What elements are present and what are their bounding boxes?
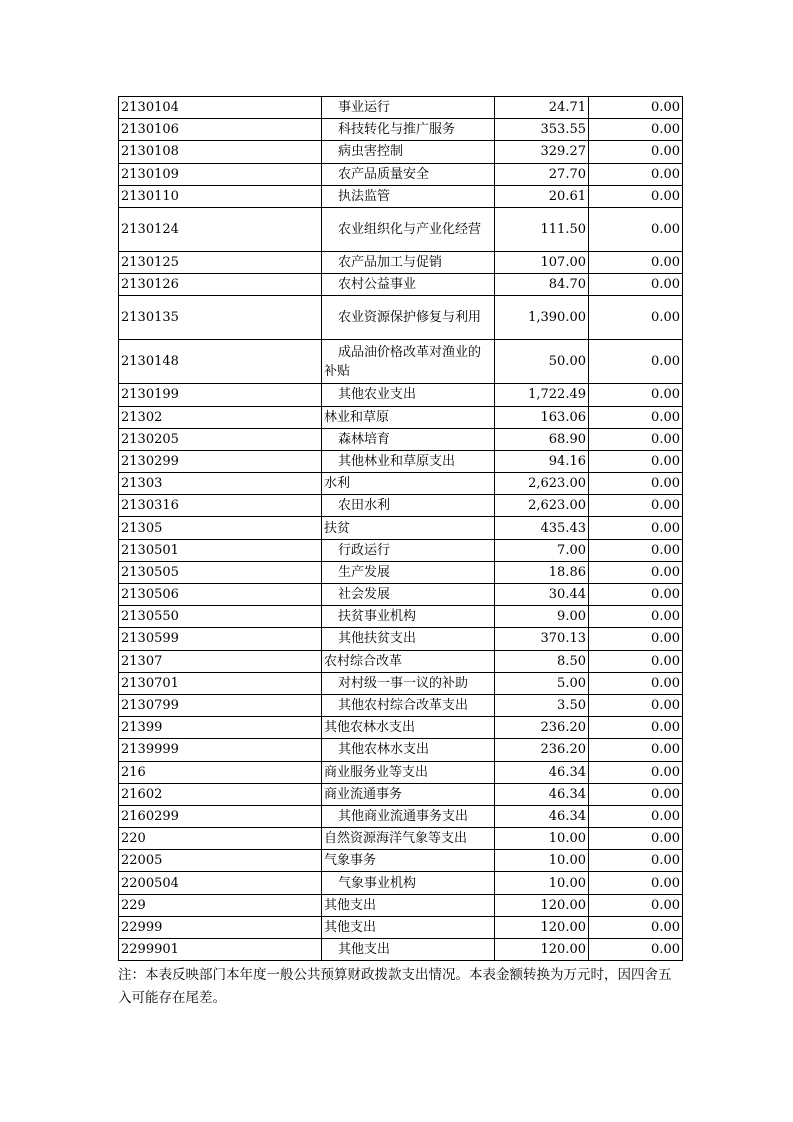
subject-code-cell: 2130148 — [119, 340, 322, 384]
subject-name-cell — [322, 606, 495, 628]
amount-cell: 1,722.49 — [495, 384, 589, 406]
subject-code-cell: 2130599 — [119, 628, 322, 650]
second-amount-cell: 0.00 — [589, 783, 683, 805]
subject-code-cell: 2130106 — [119, 119, 322, 141]
subject-name-cell — [322, 495, 495, 517]
subject-name-cell — [322, 274, 495, 296]
subject-name: 事业运行 — [338, 100, 391, 116]
table-row — [119, 561, 683, 583]
subject-name-cell — [322, 406, 495, 428]
subject-name: 其他农林水支出 — [324, 720, 416, 736]
second-amount-cell: 0.00 — [589, 406, 683, 428]
amount-cell: 120.00 — [495, 939, 589, 961]
subject-code-cell: 2130124 — [119, 207, 322, 251]
second-amount-cell: 0.00 — [589, 539, 683, 561]
second-amount-cell: 0.00 — [589, 296, 683, 340]
subject-code-cell: 21305 — [119, 517, 322, 539]
subject-name-cell — [322, 805, 495, 827]
second-amount-cell: 0.00 — [589, 384, 683, 406]
table-row — [119, 694, 683, 716]
subject-name: 其他支出 — [324, 919, 377, 935]
amount-cell: 435.43 — [495, 517, 589, 539]
amount-cell: 84.70 — [495, 274, 589, 296]
subject-name: 扶贫 — [324, 520, 351, 536]
second-amount-cell: 0.00 — [589, 428, 683, 450]
subject-name: 水利 — [324, 476, 351, 492]
subject-name-cell — [322, 473, 495, 495]
table-row — [119, 141, 683, 163]
subject-name-cell — [322, 517, 495, 539]
subject-name: 对村级一事一议的补助 — [338, 675, 469, 691]
subject-code-cell: 21602 — [119, 783, 322, 805]
subject-code-cell: 2130109 — [119, 163, 322, 185]
subject-name-cell — [322, 296, 495, 340]
amount-cell: 10.00 — [495, 850, 589, 872]
amount-cell: 111.50 — [495, 207, 589, 251]
table-row — [119, 119, 683, 141]
second-amount-cell: 0.00 — [589, 274, 683, 296]
subject-name: 成品油价格改革对渔业的补贴 — [324, 344, 482, 379]
second-amount-cell: 0.00 — [589, 185, 683, 207]
table-row — [119, 495, 683, 517]
amount-cell: 46.34 — [495, 761, 589, 783]
table-row — [119, 805, 683, 827]
subject-code-cell: 2130135 — [119, 296, 322, 340]
second-amount-cell: 0.00 — [589, 207, 683, 251]
subject-code-cell: 21307 — [119, 650, 322, 672]
subject-code-cell: 2139999 — [119, 739, 322, 761]
amount-cell: 7.00 — [495, 539, 589, 561]
subject-code-cell: 229 — [119, 894, 322, 916]
second-amount-cell: 0.00 — [589, 628, 683, 650]
subject-name-cell — [322, 450, 495, 472]
subject-name-cell — [322, 850, 495, 872]
subject-name-cell — [322, 872, 495, 894]
amount-cell: 370.13 — [495, 628, 589, 650]
amount-cell: 10.00 — [495, 872, 589, 894]
subject-name: 其他农林水支出 — [338, 742, 430, 758]
footnote: 注：本表反映部门本年度一般公共预算财政拨款支出情况。本表金额转换为万元时，因四舍五入可能存在尾差。 — [118, 967, 672, 1006]
subject-name: 其他林业和草原支出 — [338, 453, 456, 469]
second-amount-cell: 0.00 — [589, 916, 683, 938]
table-body — [119, 97, 683, 961]
amount-cell: 2,623.00 — [495, 473, 589, 495]
subject-name-cell — [322, 251, 495, 273]
table-row — [119, 739, 683, 761]
amount-cell: 1,390.00 — [495, 296, 589, 340]
subject-name-cell — [322, 119, 495, 141]
table-row — [119, 517, 683, 539]
second-amount-cell: 0.00 — [589, 473, 683, 495]
subject-code-cell: 22999 — [119, 916, 322, 938]
amount-cell: 27.70 — [495, 163, 589, 185]
subject-name: 农产品加工与促销 — [338, 255, 443, 271]
subject-name: 其他商业流通事务支出 — [338, 808, 469, 824]
subject-code-cell: 2130550 — [119, 606, 322, 628]
subject-name-cell — [322, 650, 495, 672]
table-row — [119, 97, 683, 119]
subject-name: 商业服务业等支出 — [324, 764, 429, 780]
subject-code-cell: 21399 — [119, 717, 322, 739]
amount-cell: 24.71 — [495, 97, 589, 119]
subject-name: 执法监管 — [338, 188, 391, 204]
subject-code-cell: 2130701 — [119, 672, 322, 694]
second-amount-cell: 0.00 — [589, 251, 683, 273]
table-row — [119, 872, 683, 894]
table-row — [119, 939, 683, 961]
second-amount-cell: 0.00 — [589, 517, 683, 539]
table-row — [119, 406, 683, 428]
subject-name: 气象事务 — [324, 853, 377, 869]
subject-name-cell — [322, 916, 495, 938]
subject-code-cell: 216 — [119, 761, 322, 783]
subject-code-cell: 21302 — [119, 406, 322, 428]
subject-name: 农田水利 — [338, 498, 391, 514]
table-row — [119, 163, 683, 185]
table-row — [119, 207, 683, 251]
amount-cell: 30.44 — [495, 584, 589, 606]
amount-cell: 5.00 — [495, 672, 589, 694]
amount-cell: 120.00 — [495, 894, 589, 916]
subject-code-cell: 2130108 — [119, 141, 322, 163]
amount-cell: 3.50 — [495, 694, 589, 716]
subject-name-cell — [322, 561, 495, 583]
subject-code-cell: 2130799 — [119, 694, 322, 716]
subject-name: 其他支出 — [324, 897, 377, 913]
subject-name-cell — [322, 694, 495, 716]
subject-name: 商业流通事务 — [324, 786, 403, 802]
amount-cell: 353.55 — [495, 119, 589, 141]
table-row — [119, 894, 683, 916]
subject-code-cell: 2130316 — [119, 495, 322, 517]
second-amount-cell: 0.00 — [589, 894, 683, 916]
subject-name: 自然资源海洋气象等支出 — [324, 831, 468, 847]
second-amount-cell: 0.00 — [589, 163, 683, 185]
second-amount-cell: 0.00 — [589, 717, 683, 739]
table-row — [119, 251, 683, 273]
subject-name: 生产发展 — [338, 564, 391, 580]
table-row — [119, 384, 683, 406]
table-row — [119, 650, 683, 672]
table-row — [119, 450, 683, 472]
subject-name: 病虫害控制 — [338, 144, 404, 160]
subject-name: 行政运行 — [338, 542, 391, 558]
subject-name-cell — [322, 739, 495, 761]
second-amount-cell: 0.00 — [589, 650, 683, 672]
table-row — [119, 628, 683, 650]
subject-code-cell: 2160299 — [119, 805, 322, 827]
table-row — [119, 828, 683, 850]
second-amount-cell: 0.00 — [589, 450, 683, 472]
table-row — [119, 539, 683, 561]
amount-cell: 46.34 — [495, 805, 589, 827]
amount-cell: 236.20 — [495, 717, 589, 739]
subject-code-cell: 2130501 — [119, 539, 322, 561]
subject-name-cell — [322, 783, 495, 805]
second-amount-cell: 0.00 — [589, 694, 683, 716]
second-amount-cell: 0.00 — [589, 561, 683, 583]
table-row — [119, 606, 683, 628]
subject-name-cell — [322, 163, 495, 185]
subject-name-cell — [322, 894, 495, 916]
subject-code-cell: 220 — [119, 828, 322, 850]
subject-name: 其他扶贫支出 — [338, 631, 417, 647]
subject-name-cell — [322, 384, 495, 406]
subject-name-cell — [322, 97, 495, 119]
second-amount-cell: 0.00 — [589, 828, 683, 850]
subject-name-cell — [322, 672, 495, 694]
second-amount-cell: 0.00 — [589, 97, 683, 119]
subject-name-cell — [322, 939, 495, 961]
second-amount-cell: 0.00 — [589, 340, 683, 384]
table-row — [119, 916, 683, 938]
subject-name-cell — [322, 185, 495, 207]
table-row — [119, 761, 683, 783]
amount-cell: 94.16 — [495, 450, 589, 472]
second-amount-cell: 0.00 — [589, 805, 683, 827]
subject-name: 农业资源保护修复与利用 — [338, 310, 482, 326]
subject-code-cell: 2200504 — [119, 872, 322, 894]
table-row — [119, 850, 683, 872]
table-row — [119, 717, 683, 739]
table-row — [119, 584, 683, 606]
amount-cell: 107.00 — [495, 251, 589, 273]
subject-name-cell — [322, 761, 495, 783]
table-row — [119, 783, 683, 805]
table-row — [119, 185, 683, 207]
table-row — [119, 672, 683, 694]
amount-cell: 8.50 — [495, 650, 589, 672]
amount-cell: 20.61 — [495, 185, 589, 207]
second-amount-cell: 0.00 — [589, 606, 683, 628]
second-amount-cell: 0.00 — [589, 739, 683, 761]
table-row — [119, 340, 683, 384]
subject-name-cell — [322, 584, 495, 606]
second-amount-cell: 0.00 — [589, 850, 683, 872]
subject-code-cell: 2130205 — [119, 428, 322, 450]
subject-code-cell: 2130125 — [119, 251, 322, 273]
subject-name: 森林培育 — [338, 431, 391, 447]
subject-name-cell — [322, 428, 495, 450]
second-amount-cell: 0.00 — [589, 119, 683, 141]
amount-cell: 9.00 — [495, 606, 589, 628]
subject-name: 其他支出 — [338, 942, 391, 958]
table-row — [119, 473, 683, 495]
subject-name: 其他农村综合改革支出 — [338, 698, 469, 714]
second-amount-cell: 0.00 — [589, 761, 683, 783]
second-amount-cell: 0.00 — [589, 872, 683, 894]
subject-name: 林业和草原 — [324, 409, 390, 425]
amount-cell: 236.20 — [495, 739, 589, 761]
subject-name: 其他农业支出 — [338, 387, 417, 403]
expenditure-table — [118, 96, 683, 961]
subject-name-cell — [322, 628, 495, 650]
amount-cell: 10.00 — [495, 828, 589, 850]
subject-code-cell: 2130505 — [119, 561, 322, 583]
subject-name-cell — [322, 340, 495, 384]
subject-code-cell: 2130110 — [119, 185, 322, 207]
table-row — [119, 296, 683, 340]
subject-name: 农村公益事业 — [338, 277, 417, 293]
subject-name: 社会发展 — [338, 587, 391, 603]
subject-name: 气象事业机构 — [338, 875, 417, 891]
subject-code-cell: 21303 — [119, 473, 322, 495]
subject-name-cell — [322, 539, 495, 561]
table-row — [119, 428, 683, 450]
subject-name: 科技转化与推广服务 — [338, 122, 456, 138]
subject-code-cell: 2130299 — [119, 450, 322, 472]
subject-name-cell — [322, 717, 495, 739]
subject-name-cell — [322, 828, 495, 850]
subject-code-cell: 2299901 — [119, 939, 322, 961]
subject-code-cell: 2130126 — [119, 274, 322, 296]
subject-name: 农村综合改革 — [324, 653, 403, 669]
subject-name: 扶贫事业机构 — [338, 609, 417, 625]
second-amount-cell: 0.00 — [589, 495, 683, 517]
amount-cell: 120.00 — [495, 916, 589, 938]
amount-cell: 2,623.00 — [495, 495, 589, 517]
subject-name-cell — [322, 207, 495, 251]
amount-cell: 68.90 — [495, 428, 589, 450]
second-amount-cell: 0.00 — [589, 584, 683, 606]
table-row — [119, 274, 683, 296]
amount-cell: 163.06 — [495, 406, 589, 428]
subject-name: 农产品质量安全 — [338, 166, 430, 182]
second-amount-cell: 0.00 — [589, 672, 683, 694]
amount-cell: 18.86 — [495, 561, 589, 583]
second-amount-cell: 0.00 — [589, 939, 683, 961]
second-amount-cell: 0.00 — [589, 141, 683, 163]
subject-code-cell: 2130199 — [119, 384, 322, 406]
subject-code-cell: 2130506 — [119, 584, 322, 606]
subject-code-cell: 22005 — [119, 850, 322, 872]
amount-cell: 329.27 — [495, 141, 589, 163]
subject-name: 农业组织化与产业化经营 — [338, 221, 482, 237]
subject-name-cell — [322, 141, 495, 163]
amount-cell: 46.34 — [495, 783, 589, 805]
amount-cell: 50.00 — [495, 340, 589, 384]
subject-code-cell: 2130104 — [119, 97, 322, 119]
